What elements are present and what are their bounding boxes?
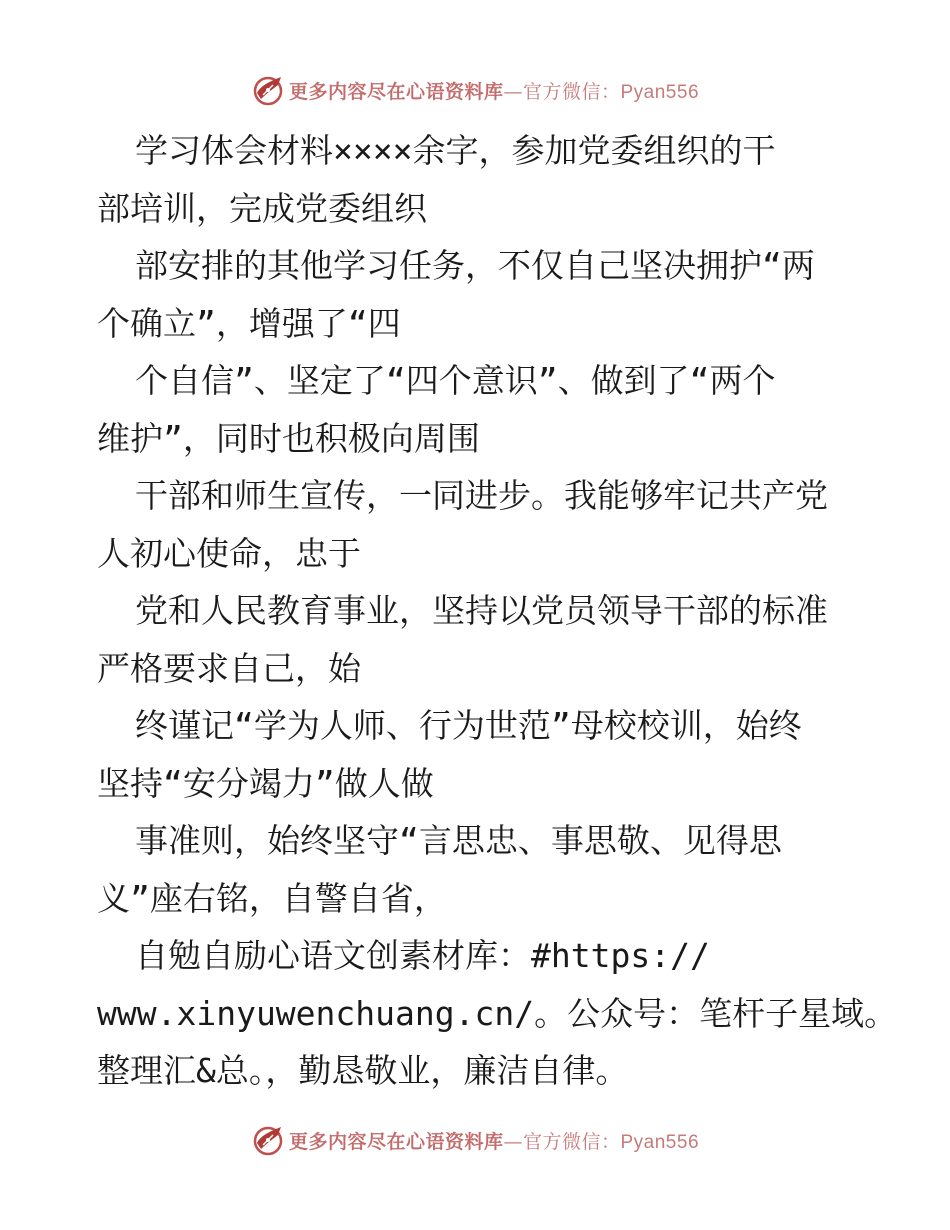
pen-nib-logo-icon	[251, 1123, 285, 1157]
body-line: 终谨记“学为人师、行为世范”母校校训，始终	[135, 706, 802, 745]
header-banner-wechat-label: 官方微信：	[522, 80, 621, 103]
header-banner-content	[251, 73, 699, 107]
body-line: 事准则，始终坚守“言思忠、事思敬、见得思	[135, 821, 782, 860]
body-line: 整理汇&总。，勤恳敬业，廉洁自律。	[97, 1051, 629, 1090]
header-banner-title: 更多内容尽在心语资料库	[288, 80, 504, 103]
body-line: 部培训，完成党委组织	[97, 188, 427, 228]
footer-banner-title: 更多内容尽在心语资料库	[288, 1130, 504, 1153]
body-line: 自勉自励心语文创素材库：#https://	[135, 936, 710, 975]
body-line: 个确立”，增强了“四	[97, 303, 401, 343]
body-line: 坚持“安分竭力”做人做	[97, 763, 434, 803]
body-line: 维护”，同时也积极向周围	[97, 418, 480, 458]
body-line: www.xinyuwenchuang.cn/。公众号：笔杆子星域。	[97, 993, 898, 1033]
footer-banner-text	[289, 1127, 699, 1154]
body-line: 干部和师生宣传，一同进步。我能够牢记共产党	[135, 476, 828, 515]
body-line: 部安排的其他学习任务，不仅自己坚决拥护“两	[135, 246, 815, 285]
footer-banner-separator: —	[503, 1130, 523, 1153]
footer-banner-wechat-id: Pyan556	[620, 1131, 700, 1153]
header-banner-separator: —	[503, 80, 523, 103]
footer-banner	[0, 1120, 950, 1160]
document-body	[97, 122, 898, 1100]
body-line: 党和人民教育事业，坚持以党员领导干部的标准	[135, 591, 828, 630]
body-line: 学习体会材料××××余字，参加党委组织的干	[135, 131, 776, 170]
body-line: 义”座右铭，自警自省，	[97, 878, 447, 918]
header-banner-text	[289, 77, 699, 104]
pen-nib-logo-icon	[251, 73, 285, 107]
footer-banner-content	[251, 1123, 699, 1157]
body-line: 严格要求自己，始	[97, 648, 361, 688]
footer-banner-wechat-label: 官方微信：	[522, 1130, 621, 1153]
header-banner	[0, 70, 950, 110]
header-banner-wechat-id: Pyan556	[620, 81, 700, 103]
body-line: 人初心使命，忠于	[97, 533, 361, 573]
body-line: 个自信”、坚定了“四个意识”、做到了“两个	[135, 361, 776, 400]
